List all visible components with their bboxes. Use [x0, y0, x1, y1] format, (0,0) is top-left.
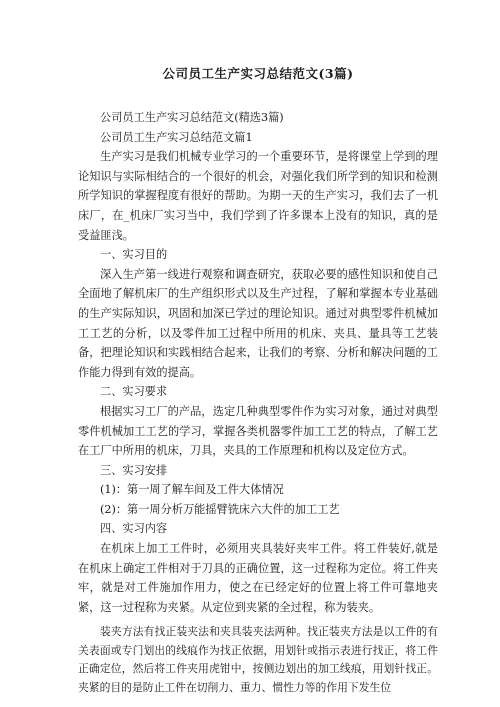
- purpose-paragraph: 深入生产第一线进行观察和调查研究，获取必要的感性知识和使自己全面地了解机床厂的生产组织形式以及生产过程，了解和掌握本专业基础的生产实际知识，巩固和加深已学过的理论知识。通过对典型零件机械加工工艺的分析，以及零件加工过程中所用的机床、夹具、量具等工艺装备，把理论知识和实践相结合起来，让我们的考察、分析和解决问题的工作能力得到有效的提高。: [78, 267, 438, 379]
- heading-requirements: 二、实习要求: [100, 385, 168, 399]
- schedule-item-2: (2)：第一周分析万能摇臂铣床六大件的加工工艺: [100, 502, 340, 516]
- content-paragraph: 在机床上加工工件时，必须用夹具装好夹牢工件。将工件装好,就是在机床上确定工件相对于刀具的正确位置，这一过程称为定位。将工件夹牢，就是对工件施加作用力，使之在已经定好的位置上将工件可靠地夹紧，这一过程称为夹紧。从定位到夹紧的全过程，称为装夹。: [78, 542, 438, 614]
- clamping-paragraph: 装夹方法有找正装夹法和夹具装夹法两种。找正装夹方法是以工件的有关表面或专门划出的线痕作为找正依据，用划针或指示表进行找正，将工件正确定位，然后将工件夹用虎钳中，按侧边划出的加工线痕，用划针找正。夹紧的目的是防止工件在切削力、重力、惯性力等的作用下发生位: [78, 625, 438, 694]
- document-title: 公司员工生产实习总结范文(3篇): [162, 66, 354, 81]
- heading-purpose: 一、实习目的: [100, 248, 168, 262]
- requirements-paragraph: 根据实习工厂的产品，选定几种典型零件作为实习对象，通过对典型零件机械加工工艺的学习，掌握各类机器零件加工工艺的特点，了解工艺在工厂中所用的机床，刀具，夹具的工作原理和机构以及定位方式。: [78, 404, 438, 458]
- intro-paragraph: 生产实习是我们机械专业学习的一个重要环节，是将课堂上学到的理论知识与实际相结合的一个很好的机会，对强化我们所学到的知识和检测所学知识的掌握程度有很好的帮助。为期一天的生产实习，我们去了一机床厂，在_机床厂实习当中，我们学到了许多课本上没有的知识，真的是受益匪浅。: [78, 150, 438, 242]
- heading-schedule: 三、实习安排: [100, 463, 168, 477]
- document-subtitle: 公司员工生产实习总结范文(精选3篇): [100, 111, 284, 124]
- schedule-item-1: (1)：第一周了解车间及工件大体情况: [100, 483, 284, 497]
- heading-content: 四、实习内容: [100, 522, 168, 536]
- section-heading: 公司员工生产实习总结范文篇1: [100, 130, 253, 144]
